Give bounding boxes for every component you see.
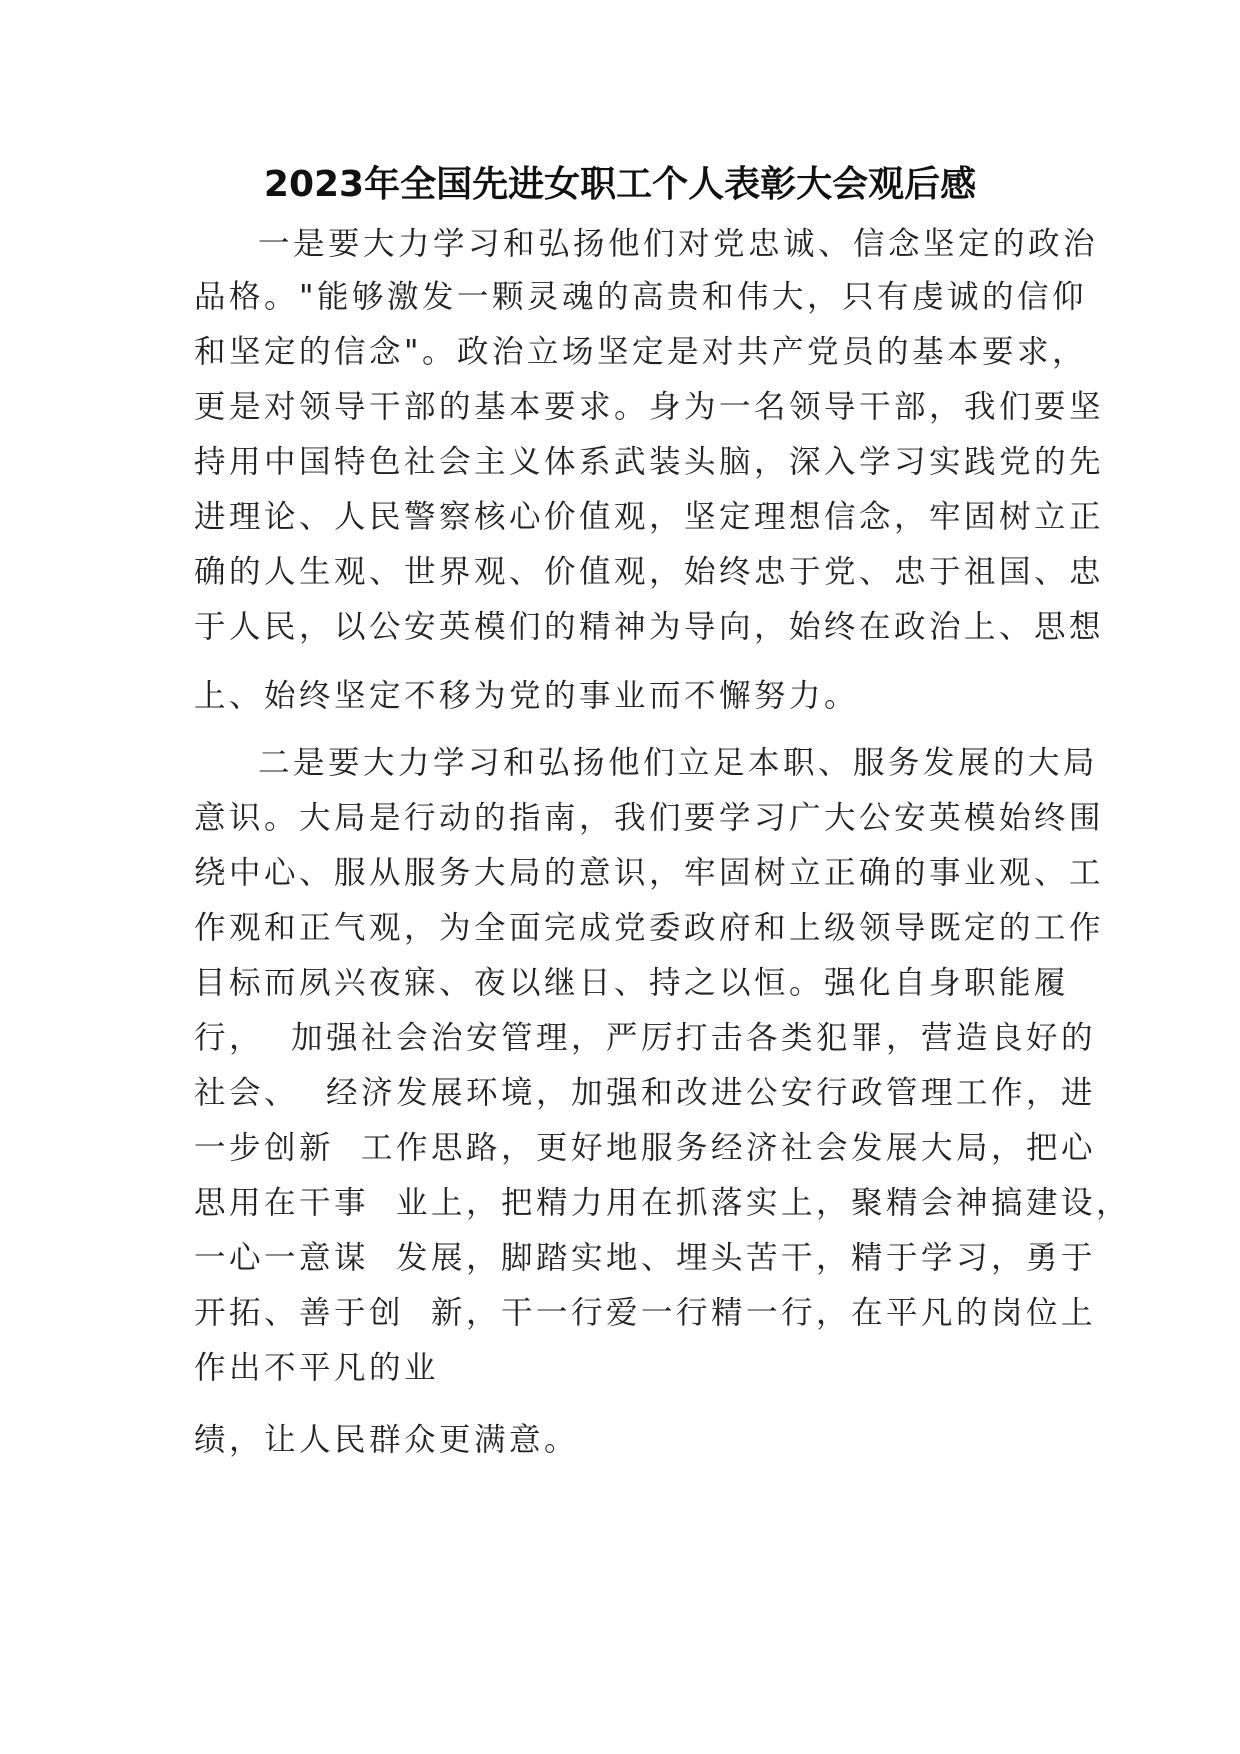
paragraph-2-line: 二是要大力学习和弘扬他们立足本职、服务发展的大局 xyxy=(258,745,1099,781)
paragraph-2-line: 行， 加强社会治安管理，严厉打击各类犯罪，营造良好的 xyxy=(194,1020,1097,1056)
paragraph-1-line: 进理论、人民警察核心价值观，坚定理想信念，牢固树立正 xyxy=(194,499,1105,535)
document-title: 2023年全国先进女职工个人表彰大会观后感 xyxy=(263,164,977,205)
paragraph-2-line: 作观和正气观，为全面完成党委政府和上级领导既定的工作 xyxy=(194,910,1105,946)
paragraph-2-line: 思用在干事 业上，把精力用在抓落实上，聚精会神搞建设， xyxy=(194,1185,1132,1221)
paragraph-2-line: 作出不平凡的业 xyxy=(194,1350,440,1386)
paragraph-1-line: 持用中国特色社会主义体系武装头脑，深入学习实践党的先 xyxy=(194,444,1105,480)
paragraph-1-line: 和坚定的信念"。政治立场坚定是对共产党员的基本要求， xyxy=(194,334,1087,370)
paragraph-2-line: 开拓、善于创 新，干一行爱一行精一行，在平凡的岗位上 xyxy=(194,1295,1097,1331)
paragraph-1-line: 更是对领导干部的基本要求。身为一名领导干部，我们要坚 xyxy=(194,389,1105,425)
paragraph-1-line: 一是要大力学习和弘扬他们对党忠诚、信念坚定的政治 xyxy=(258,226,1099,262)
paragraph-2-line: 绩，让人民群众更满意。 xyxy=(194,1422,580,1458)
paragraph-1-line: 上、始终坚定不移为党的事业而不懈努力。 xyxy=(194,678,860,714)
paragraph-1-line: 品格。"能够激发一颗灵魂的高贵和伟大，只有虔诚的信仰 xyxy=(194,279,1087,315)
paragraph-2-line: 意识。大局是行动的指南，我们要学习广大公安英模始终围 xyxy=(194,800,1105,836)
paragraph-2-line: 绕中心、服从服务大局的意识，牢固树立正确的事业观、工 xyxy=(194,855,1105,891)
paragraph-2-line: 一步创新 工作思路，更好地服务经济社会发展大局，把心 xyxy=(194,1130,1097,1166)
paragraph-2-line: 一心一意谋 发展，脚踏实地、埋头苦干，精于学习，勇于 xyxy=(194,1240,1097,1276)
paragraph-2-line: 社会、 经济发展环境，加强和改进公安行政管理工作，进 xyxy=(194,1075,1097,1111)
paragraph-1-line: 于人民，以公安英模们的精神为导向，始终在政治上、思想 xyxy=(194,609,1105,645)
paragraph-2-line: 目标而夙兴夜寐、夜以继日、持之以恒。强化自身职能履 xyxy=(194,965,1070,1001)
paragraph-1-line: 确的人生观、世界观、价值观，始终忠于党、忠于祖国、忠 xyxy=(194,554,1105,590)
